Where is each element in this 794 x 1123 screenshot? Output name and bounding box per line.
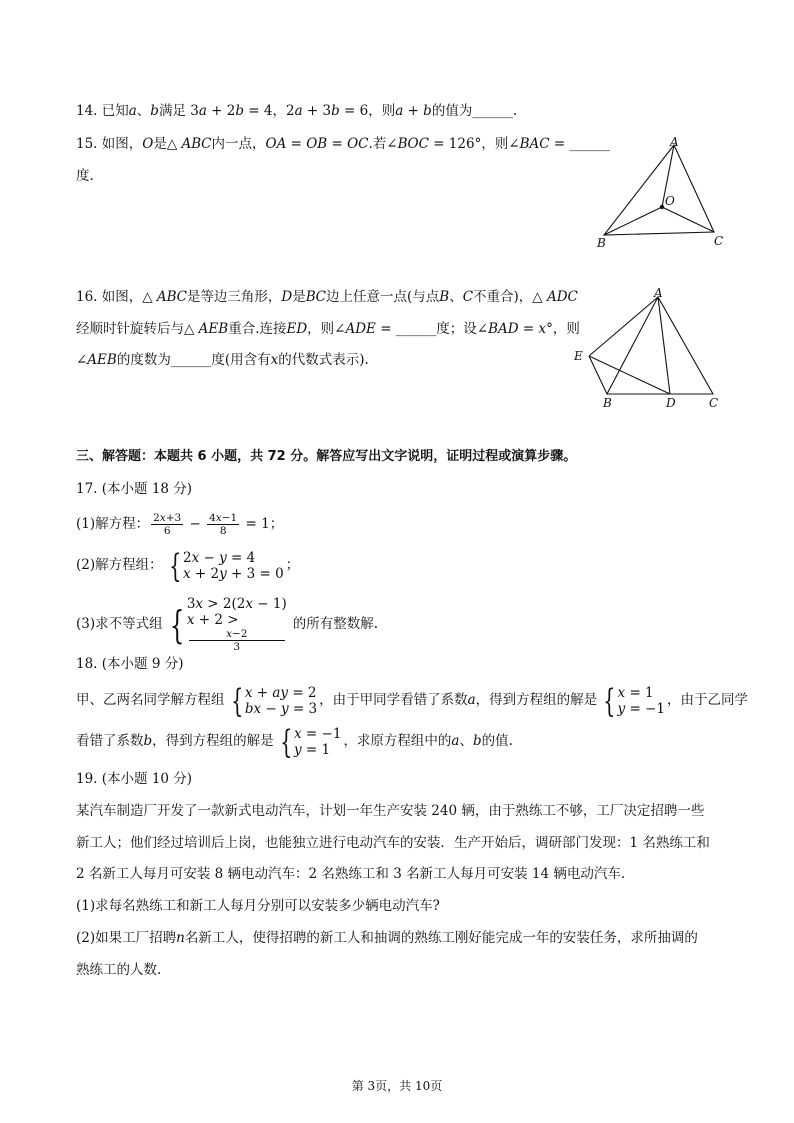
q17-p1-prefix: (1)解方程： — [76, 516, 150, 532]
question-19-line-1: 某汽车制造厂开发了一款新式电动汽车，计划一年生产安装 240 辆，由于熟练工不够，工厂决定招聘一些 — [76, 803, 705, 819]
question-17-part-2 — [76, 546, 300, 585]
q17-p1-minus: − — [185, 516, 206, 532]
q18-l1-text-b: ，由于甲同学看错了系数𝑎，得到方程组的解是 — [319, 692, 598, 708]
question-17-part-3 — [76, 596, 378, 653]
q17-p1-suffix: = 1； — [241, 516, 284, 532]
question-16-line-1: 16. 如图，△ 𝐴𝐵𝐶是等边三角形，𝐷是𝐵𝐶边上任意一点(与点𝐵、𝐶不重合)，△ 𝐴𝐷𝐶 — [76, 289, 578, 305]
q18-solution-1 — [599, 681, 665, 720]
q17-p1-frac1-denominator: 6 — [163, 525, 171, 537]
question-19-line-2: 新工人；他们经过培训后上岗，也能独立进行电动汽车的安装．生产开始后，调研部门发现：1 名熟练工和 — [76, 835, 710, 851]
q17-p3-ineq2-left: 𝑥 + 2 > — [186, 612, 239, 628]
q18-l2-text-a: 看错了系数𝑏，得到方程组的解是 — [76, 733, 274, 749]
question-15-line-2: 度. — [76, 168, 94, 184]
figure-15-label-o: O — [665, 194, 675, 208]
q17-p2-equation-2: 𝑥 + 2𝑦 + 3 = 0 — [182, 565, 284, 582]
q18-solution-2 — [276, 722, 342, 761]
figure-16-label-b: B — [603, 396, 612, 410]
q17-p3-fraction — [189, 628, 285, 653]
q17-p3-suffix: 的所有整数解. — [292, 616, 379, 632]
figure-16-label-c: C — [709, 396, 719, 410]
q18-system-equation-1: 𝑥 + 𝑎𝑦 = 2 — [244, 684, 317, 701]
question-17-part-1 — [76, 512, 283, 537]
figure-15-label-c: C — [714, 234, 724, 248]
page-footer: 第 3页，共 10页 — [351, 1079, 443, 1093]
q18-solution-2-x: 𝑥 = −1 — [294, 725, 342, 742]
q17-p1-frac2-denominator: 8 — [219, 525, 227, 537]
figure-15-label-a: A — [670, 135, 679, 149]
q17-p1-fraction-1 — [151, 512, 183, 537]
q18-system-equation-2: 𝑏𝑥 − 𝑦 = 3 — [244, 700, 318, 717]
q18-solution-1-y: 𝑦 = −1 — [617, 700, 665, 717]
q17-p3-frac-denominator: 3 — [233, 641, 241, 653]
q17-p3-inequality-2 — [187, 612, 287, 653]
left-brace-icon: { — [230, 681, 243, 720]
q18-l2-text-b: ，求原方程组中的𝑎、𝑏的值. — [343, 733, 513, 749]
question-16-line-3: ∠𝐴𝐸𝐵的度数为______度(用含有𝑥的代数式表示). — [76, 352, 369, 368]
left-brace-icon: { — [169, 602, 184, 647]
q17-p1-fraction-2 — [207, 512, 239, 537]
question-18-header: 18. (本小题 9 分) — [76, 656, 184, 672]
q17-p2-prefix: (2)解方程组： — [76, 557, 163, 573]
figure-16-label-e: E — [574, 349, 583, 363]
q17-p3-system — [165, 596, 287, 653]
left-brace-icon: { — [168, 546, 181, 585]
left-brace-icon: { — [603, 681, 616, 720]
q17-p3-frac-numerator: 𝑥−2 — [189, 628, 285, 641]
q17-p3-inequality-1: 3𝑥 > 2(2𝑥 − 1) — [186, 596, 287, 612]
q18-l1-text-a: 甲、乙两名同学解方程组 — [76, 692, 225, 708]
question-17-header: 17. (本小题 18 分) — [76, 481, 193, 497]
question-19-part-2-line-1: (2)如果工厂招聘𝑛名新工人，使得招聘的新工人和抽调的熟练工刚好能完成一年的安装任务，求所抽调的 — [76, 930, 698, 946]
q17-p2-system — [165, 546, 284, 585]
left-brace-icon: { — [279, 722, 292, 761]
section-3-heading: 三、解答题：本题共 6 小题，共 72 分。解答应写出文字说明，证明过程或演算步骤。 — [76, 449, 577, 464]
question-19-header: 19. (本小题 10 分) — [76, 771, 193, 787]
figure-15-label-b: B — [597, 236, 606, 250]
q17-p2-suffix: ； — [285, 557, 300, 573]
figure-15-triangle-abc — [590, 135, 730, 250]
question-14: 14. 已知𝑎、𝑏满足 3𝑎 + 2𝑏 = 4，2𝑎 + 3𝑏 = 6，则𝑎 + 𝑏的值为______. — [76, 103, 518, 119]
figure-16-label-d: D — [666, 396, 676, 410]
q17-p1-frac2-numerator: 4𝑥−1 — [209, 512, 238, 524]
question-19-line-3: 2 名新工人每月可安装 8 辆电动汽车：2 名熟练工和 3 名新工人每月可安装 14 辆电动汽车. — [76, 866, 626, 882]
question-16-line-2: 经顺时针旋转后与△ 𝐴𝐸𝐵重合.连接𝐸𝐷，则∠𝐴𝐷𝐸 = ______度；设∠𝐵𝐴𝐷 = 𝑥°，则 — [76, 321, 580, 337]
question-18-line-1 — [76, 681, 748, 720]
figure-16-label-a: A — [654, 287, 663, 300]
figure-16-triangle-abc — [568, 287, 738, 412]
q18-solution-1-x: 𝑥 = 1 — [617, 684, 654, 701]
question-19-part-2-line-2: 熟练工的人数. — [76, 962, 162, 978]
q18-original-system — [227, 681, 318, 720]
question-18-line-2 — [76, 722, 513, 761]
q17-p1-frac1-numerator: 2𝑥+3 — [153, 512, 182, 524]
q18-solution-2-y: 𝑦 = 1 — [294, 741, 331, 758]
q17-p2-equation-1: 2𝑥 − 𝑦 = 4 — [182, 549, 256, 566]
q18-l1-text-c: ，由于乙同学 — [666, 692, 748, 708]
question-19-part-1: (1)求每名熟练工和新工人每月分别可以安装多少辆电动汽车? — [76, 898, 440, 914]
question-15-line-1: 15. 如图，𝑂是△ 𝐴𝐵𝐶内一点，𝑂𝐴 = 𝑂𝐵 = 𝑂𝐶.若∠𝐵𝑂𝐶 = 126°，则∠𝐵𝐴𝐶 = ______ — [76, 136, 611, 152]
q17-p3-prefix: (3)求不等式组 — [76, 616, 163, 632]
